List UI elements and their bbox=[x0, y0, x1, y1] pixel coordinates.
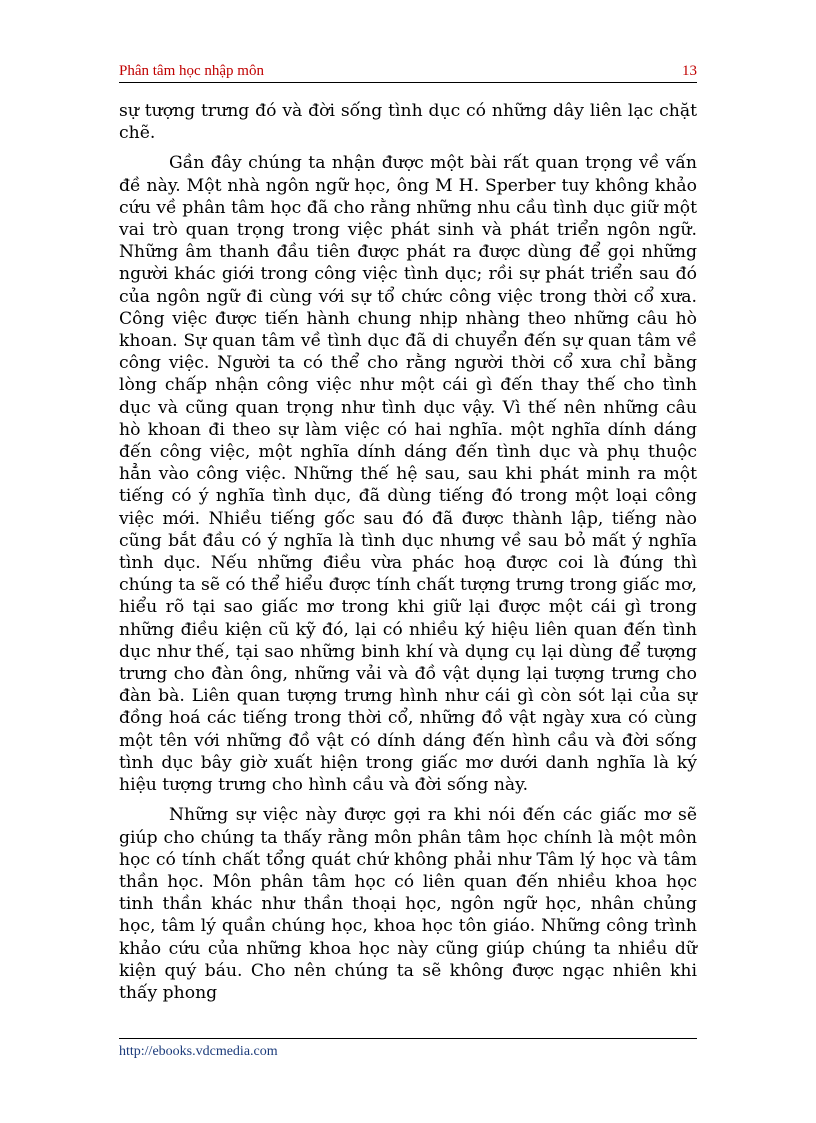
paragraph: Gần đây chúng ta nhận được một bài rất quan trọng về vấn đề này. Một nhà ngôn ngữ học, ông M H. Sperber tuy không khảo cứu về phân tâm học đã cho rằng những nhu cầu tình dục giữ một vai trò quan trọng trong việc phát sinh và phát triển ngôn ngữ. Những âm thanh đầu tiên được phát ra được dùng để gọi những người khác giới trong công việc tình dục; rồi sự phát triển sau đó của ngôn ngữ đi cùng với sự tổ chức công việc trong thời cổ xưa. Công việc được tiến hành chung nhịp nhàng theo những câu hò khoan. Sự quan tâm về tình dục đã di chuyển đến sự quan tâm về công việc. Người ta có thể cho rằng người thời cổ xưa chỉ bằng lòng chấp nhận công việc như một cái gì đến thay thế cho tình dục và cũng quan trọng như tình dục vậy. Vì thế nên những câu hò khoan đi theo sự làm việc có hai nghĩa. một nghĩa dính dáng đến công việc, một nghĩa dính dáng đến tình dục và phụ thuộc hẳn vào công việc. Những thế hệ sau, sau khi phát minh ra một tiếng có ý nghĩa tình dục, đã dùng tiếng đó trong một loại công việc mới. Nhiều tiếng gốc sau đó đã được thành lập, tiếng nào cũng bắt đầu có ý nghĩa là tình dục nhưng về sau bỏ mất ý nghĩa tình dục. Nếu những điều vừa phác hoạ được coi là đúng thì chúng ta sẽ có thể hiểu được tính chất tượng trưng trong giấc mơ, hiểu rõ tại sao giấc mơ trong khi giữ lại được một cái gì trong những điều kiện cũ kỹ đó, lại có nhiều ký hiệu liên quan đến tình dục như thế, tại sao những binh khí và dụng cụ lại dùng để tượng trưng cho đàn ông, những vải và đồ vật dụng lại tượng trưng cho đàn bà. Liên quan tượng trưng hình như cái gì còn sót lại của sự đồng hoá các tiếng trong thời cổ, những đồ vật ngày xưa có cùng một tên với những đồ vật có dính dáng đến hình cầu và đời sống tình dục bây giờ xuất hiện trong giấc mơ dưới danh nghĩa là ký hiệu tượng trưng cho hình cầu và đời sống này. bbox=[119, 153, 697, 796]
footer-url-link[interactable]: http://ebooks.vdcmedia.com bbox=[119, 1044, 278, 1059]
page-body bbox=[119, 100, 697, 1012]
book-title: Phân tâm học nhập môn bbox=[119, 63, 264, 79]
page-header bbox=[119, 60, 697, 83]
page-number: 13 bbox=[682, 63, 697, 79]
paragraph-continuation: sự tượng trưng đó và đời sống tình dục có những dây liên lạc chặt chẽ. bbox=[119, 101, 697, 144]
paragraph: Những sự việc này được gợi ra khi nói đến các giấc mơ sẽ giúp cho chúng ta thấy rằng môn phân tâm học chính là một môn học có tính chất tổng quát chứ không phải như Tâm lý học và tâm thần học. Môn phân tâm học có liên quan đến nhiều khoa học tinh thần khác như thần thoại học, ngôn ngữ học, nhân chủng học, tâm lý quần chúng học, khoa học tôn giáo. Những công trình khảo cứu của những khoa học này cũng giúp chúng ta nhiều dữ kiện quý báu. Cho nên chúng ta sẽ không được ngạc nhiên khi thấy phong bbox=[119, 805, 697, 1003]
page-footer bbox=[119, 1038, 697, 1059]
